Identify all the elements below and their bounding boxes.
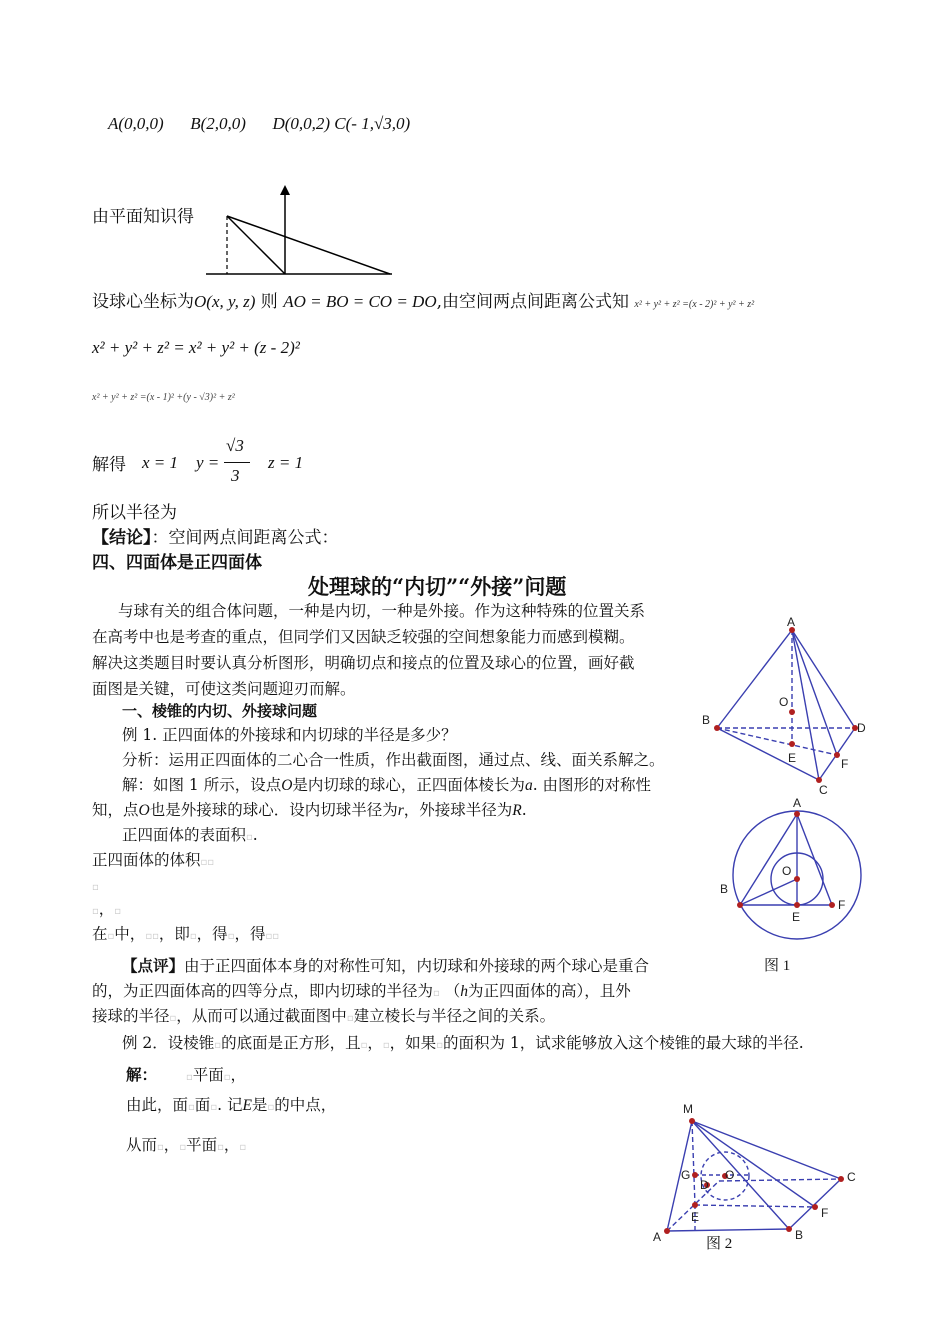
placeholder-formula: ▫ [382, 1040, 390, 1051]
sphere-eq: AO = BO = CO = DO [283, 292, 437, 311]
fig1-label-d: D [857, 721, 866, 735]
text: 也是外接球的球心．设内切球半径为 [149, 801, 398, 819]
coord-c: C(- 1,√3,0) [334, 114, 411, 133]
solve-x: x = 1 [142, 453, 179, 472]
placeholder-formula: ▫ [246, 832, 253, 843]
math-o: O [281, 777, 293, 794]
placeholder-formula: ▫ [346, 1013, 354, 1024]
text: （ [444, 982, 461, 1000]
placeholder-formula: ▫ [179, 1142, 187, 1153]
text: . 记 [217, 1096, 243, 1114]
ex1-result-line [92, 921, 279, 950]
sphere-o: O(x, y, z) [194, 292, 256, 311]
placeholder-formula: ▫ [433, 988, 440, 999]
fig2-label-o: O [725, 1168, 735, 1182]
placeholder-formula: ▫ [217, 1142, 224, 1153]
placeholder-formula: ▫▫ [200, 857, 215, 868]
text: 为正四面体的高），且外 [468, 982, 631, 1000]
text: 建立棱长与半径之间的关系。 [353, 1007, 556, 1025]
fig2-label-m: M [683, 1102, 693, 1116]
placeholder-formula: ▫ [227, 931, 235, 942]
ex2-question [122, 1030, 804, 1059]
text: 的，为正四面体高的四等分点，即内切球的半径为 [92, 982, 434, 1000]
math-h: h [460, 983, 468, 1000]
fig2-label-g: G [681, 1168, 691, 1182]
equation-3: x² + y² + z² =(x - 1)² +(y - √3)² + z² [92, 392, 235, 403]
placeholder-formula: ▫▫ [145, 931, 159, 942]
text: ，外接球半径为 [403, 801, 513, 819]
sphere-suffix: ,由空间两点间距离公式知 [436, 292, 630, 312]
placeholder-formula: ▫ [360, 1040, 368, 1051]
placeholder-formula: ▫ [92, 906, 99, 917]
figure-1-cross-section [710, 795, 880, 950]
intro-line-3: 解决这类题目时要认真分析图形，明确切点和接点的位置及球心的位置，画好截 [92, 654, 635, 672]
text: 是内切球的球心，正四面体棱长为 [292, 776, 525, 794]
placeholder-formula: ▫ [239, 1142, 247, 1153]
figure-2-pyramid [645, 1095, 870, 1255]
text: 的面积为 1，试求能够放入这个棱锥的最大球的半径. [442, 1034, 804, 1052]
math-r: r [397, 802, 404, 819]
text: 面 [194, 1096, 211, 1114]
text: 的中点， [274, 1096, 337, 1114]
text: 接球的半径 [92, 1007, 170, 1025]
solve-y-num: √3 [226, 436, 244, 455]
intro-line-1: 与球有关的组合体问题，一种是内切，一种是外接。作为这种特殊的位置关系 [118, 602, 646, 620]
text: ，如果 [389, 1034, 437, 1052]
figure-2-caption: 图 2 [706, 1236, 733, 1252]
placeholder-formula: ▫ [223, 1072, 231, 1083]
plane-sketch [200, 182, 400, 280]
text: 正四面体的表面积 [122, 826, 247, 844]
ex1-analysis: 分析：运用正四面体的二心合一性质，作出截面图，通过点、线、面关系解之。 [122, 751, 665, 769]
text: 在 [92, 925, 108, 943]
text: 正四面体的体积 [92, 851, 201, 869]
fig2-label-f: F [821, 1206, 829, 1220]
text: ， [98, 900, 115, 918]
sub-heading-1: 一、棱锥的内切、外接球问题 [122, 702, 318, 720]
comment-line-3 [92, 1003, 555, 1032]
fraction-bar [224, 462, 250, 463]
sphere-prefix: 设球心坐标为 [92, 292, 194, 312]
sphere-tiny-eq: x² + y² + z² =(x - 2)² + y² + z² [634, 299, 755, 310]
text: 平面 [186, 1136, 218, 1154]
placeholder-formula: ▫ [114, 906, 122, 917]
fig1-label-o: O [779, 695, 789, 709]
fig1c-label-b: B [720, 882, 729, 896]
text: . 由图形的对称性 [532, 776, 652, 794]
fig2-label-b: B [795, 1228, 804, 1242]
text: 解：如图 1 所示，设点 [122, 776, 282, 794]
fig2-label-a: A [653, 1230, 662, 1244]
placeholder-formula: ▫▫ [265, 931, 280, 942]
math-o: O [138, 802, 150, 819]
coords-line [108, 114, 410, 134]
fig1-label-f: F [841, 757, 849, 771]
solve-y-lhs: y = [196, 453, 220, 472]
placeholder-formula: ▫ [188, 1102, 195, 1113]
comment-bracket: 【点评】 [122, 956, 185, 975]
fig1c-label-o: O [782, 864, 792, 878]
text: ， [223, 1136, 240, 1154]
solve-z: z = 1 [268, 453, 304, 472]
placeholder-formula: ▫ [157, 1142, 164, 1153]
fig1-label-b: B [702, 713, 711, 727]
text: 是 [251, 1096, 268, 1114]
conclusion-bracket: 【结论】 [92, 528, 152, 548]
fig1-label-a: A [787, 615, 796, 629]
placeholder-formula: ▫ [436, 1040, 443, 1051]
ex1-volume [92, 847, 214, 876]
text: ，从而可以通过截面图中 [176, 1007, 347, 1025]
text: . [521, 801, 527, 819]
text: 例 2．设棱锥 [122, 1034, 215, 1052]
figure-1-tetrahedron [695, 610, 875, 800]
text: 由此，面 [126, 1096, 189, 1114]
solve-label: 解得 [92, 455, 126, 475]
text: 平面 [192, 1066, 224, 1084]
ex2-solution-2 [126, 1092, 336, 1121]
placeholder-formula: ▫ [210, 1102, 218, 1113]
equation-2: x² + y² + z² = x² + y² + (z - 2)² [92, 338, 300, 357]
text: 的底面是正方形，且 [221, 1034, 361, 1052]
fig2-label-c: C [847, 1170, 856, 1184]
conclusion [92, 523, 339, 548]
intro-line-2: 在高考中也是考查的重点，但同学们又因缺乏较强的空间想象能力而感到模糊。 [92, 628, 635, 646]
placeholder-formula: ▫ [189, 931, 197, 942]
sphere-mid: 则 [260, 292, 278, 312]
placeholder-formula: ▫ [185, 1072, 193, 1083]
figure-1-caption: 图 1 [764, 958, 791, 974]
intro-line-4: 面图是关键，可使这类问题迎刃而解。 [92, 680, 356, 698]
text: 从而 [126, 1136, 158, 1154]
ex1-solution-1 [122, 772, 651, 799]
sphere-line [92, 287, 754, 312]
section-4-heading: 四、四面体是正四面体 [92, 553, 262, 573]
solve-y-den: 3 [231, 466, 240, 485]
solution-label: 解： [126, 1065, 158, 1084]
plane-label: 由平面知识得 [92, 207, 194, 227]
ex1-question: 例 1. 正四面体的外接球和内切球的半径是多少？ [122, 726, 457, 744]
text: ，得 [196, 925, 228, 943]
coord-a: A(0,0,0) [108, 114, 164, 133]
text: 知，点 [92, 801, 139, 819]
fig1c-label-e: E [792, 910, 801, 924]
text: ， [163, 1136, 180, 1154]
math-e: E [242, 1097, 252, 1114]
placeholder-formula: ▫ [267, 1102, 275, 1113]
fig1-label-e: E [788, 751, 797, 765]
text: ， [230, 1066, 247, 1084]
fig2-label-e: E [691, 1210, 700, 1224]
fig1c-label-a: A [793, 796, 802, 810]
text: ， [367, 1034, 383, 1052]
math-R: R [512, 802, 522, 819]
fig1c-label-f: F [838, 898, 846, 912]
main-title: 处理球的“内切”“外接”问题 [308, 574, 567, 599]
text: . [252, 826, 258, 844]
coord-d: D(0,0,2) [272, 114, 331, 133]
math-a: a [524, 777, 533, 794]
coord-b: B(2,0,0) [190, 114, 246, 133]
radius-label: 所以半径为 [92, 503, 177, 523]
fig1-label-c: C [819, 783, 828, 797]
ex2-solution-3 [126, 1132, 246, 1161]
fig2-label-d: D [700, 1178, 709, 1192]
text: 由于正四面体本身的对称性可知，内切球和外接球的两个球心是重合 [184, 957, 650, 975]
comment-line-1 [122, 953, 649, 979]
conclusion-text: ：空间两点间距离公式： [151, 528, 339, 548]
placeholder-formula: ▫ [107, 931, 115, 942]
text: 中， [114, 925, 146, 943]
placeholder-formula: ▫ [214, 1040, 222, 1051]
ex1-solution-2 [92, 797, 527, 824]
placeholder-formula: ▫ [92, 882, 99, 893]
ex2-solution-1 [126, 1062, 246, 1091]
placeholder-formula: ▫ [169, 1013, 177, 1024]
text: ，得 [234, 925, 266, 943]
text: ，即 [158, 925, 190, 943]
